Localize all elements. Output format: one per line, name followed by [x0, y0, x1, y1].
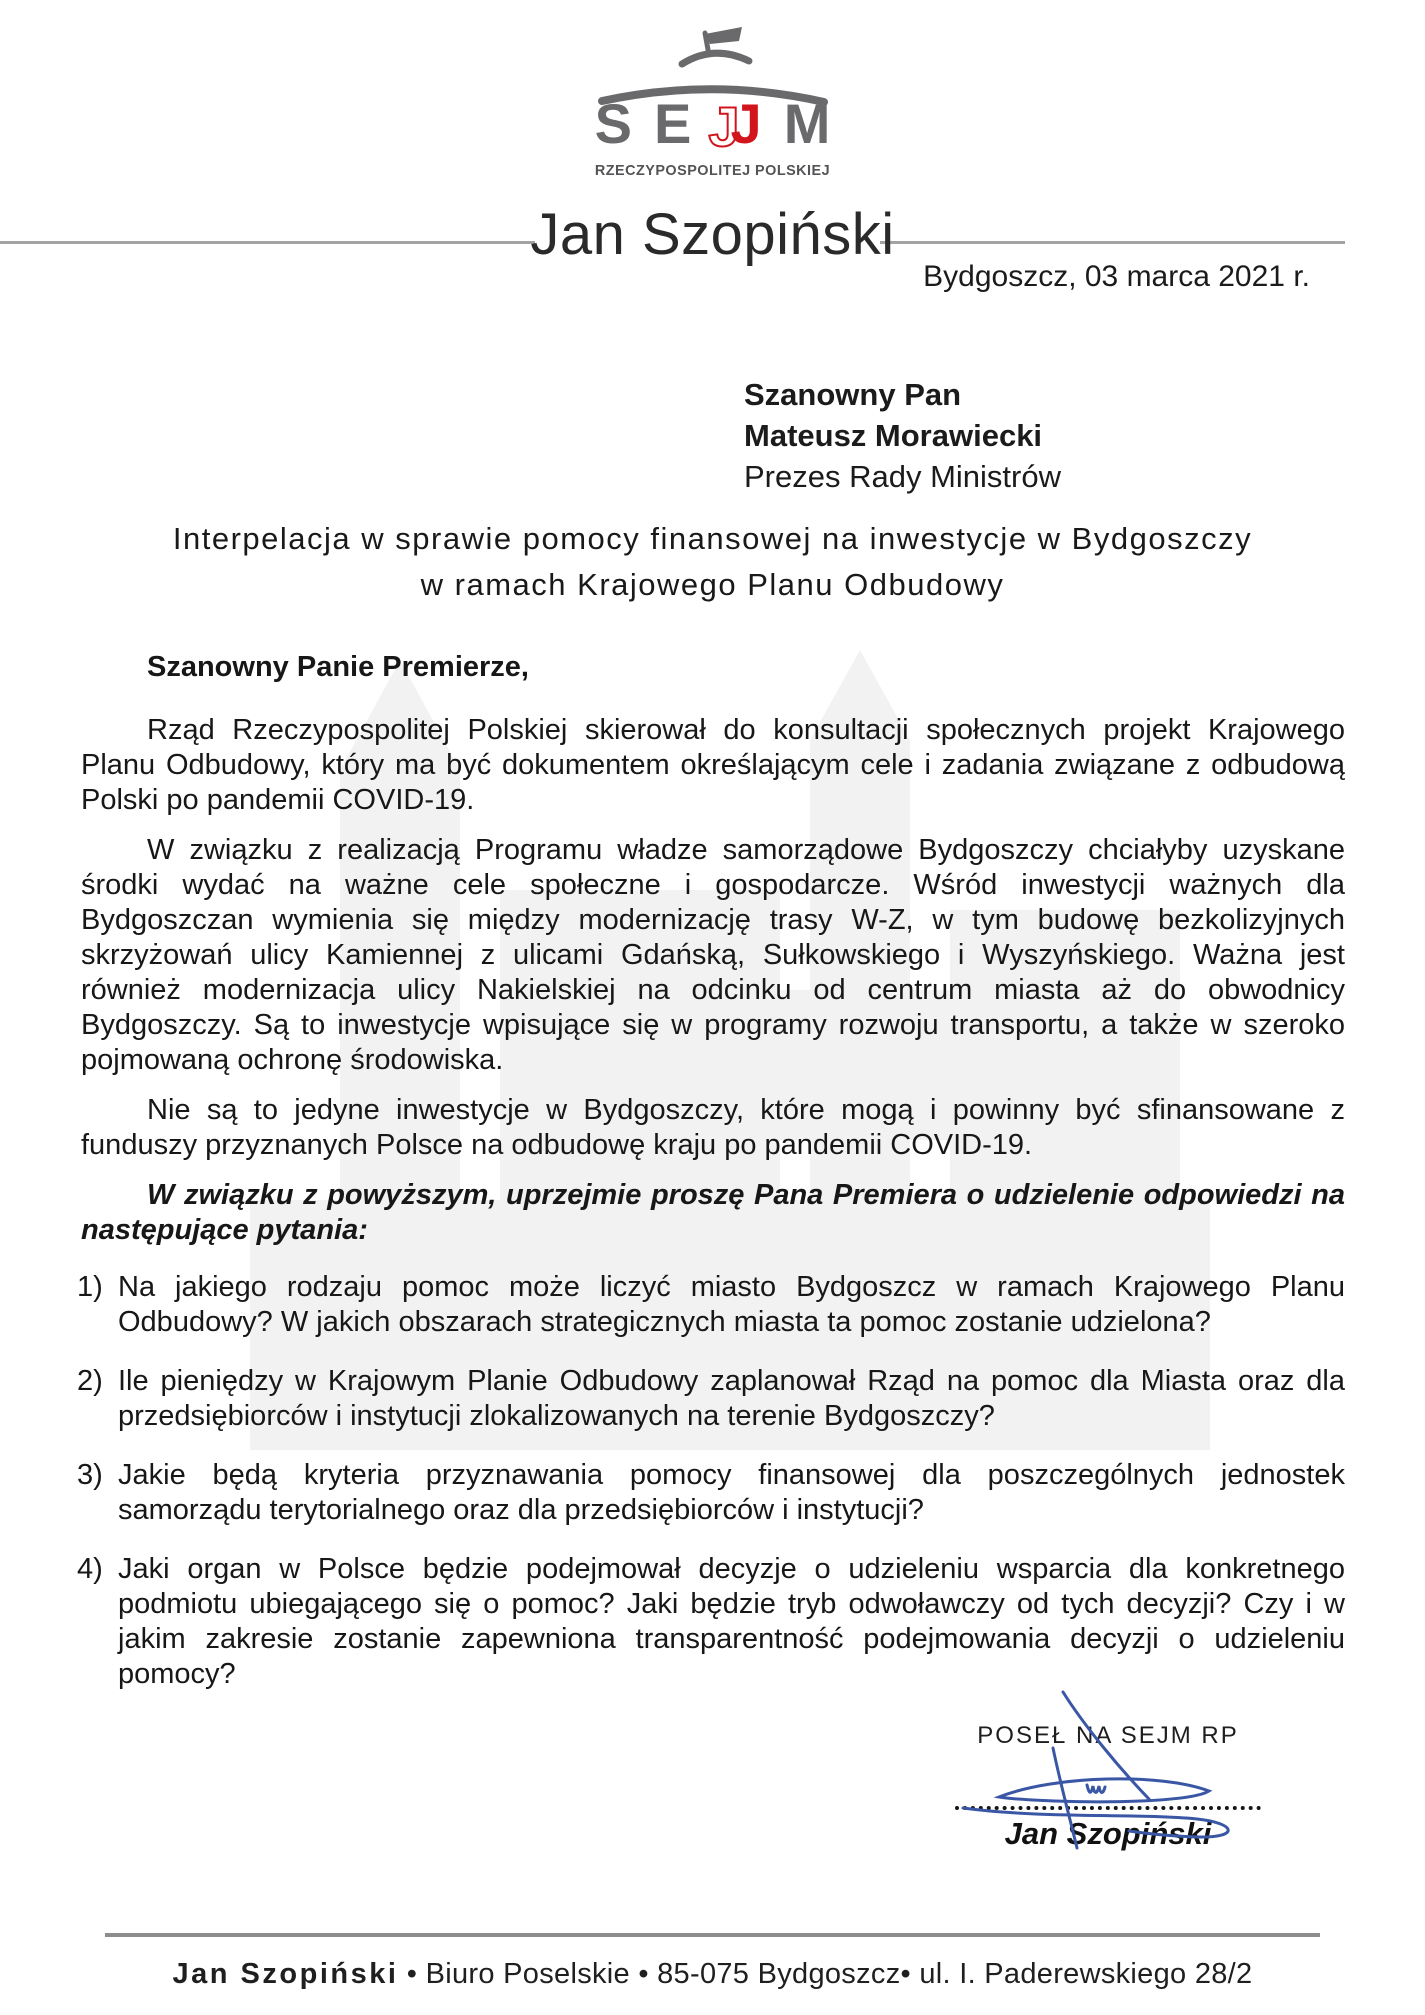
question-number: 1) [77, 1271, 103, 1303]
question-number: 2) [77, 1365, 103, 1397]
signature-dotted-line [955, 1806, 1261, 1810]
question-item-3 [77, 1458, 1345, 1528]
question-number: 3) [77, 1459, 103, 1491]
sejm-logo [0, 22, 1425, 179]
footer-rule [105, 1933, 1320, 1937]
question-item-4 [77, 1552, 1345, 1692]
signature-block [943, 1722, 1273, 1852]
paragraph-3: Nie są to jedyne inwestycje w Bydgoszczy, które mogą i powinny być sfinansowane z funduszy przyznanych Polsce na odbudowę kraju po pandemii COVID-19. [81, 1094, 1345, 1161]
question-text: Ile pieniędzy w Krajowym Planie Odbudowy zaplanował Rząd na pomoc dla Miasta oraz dla przedsiębiorców i instytucji zlokalizowanych na terenie Bydgoszczy? [118, 1365, 1345, 1432]
paragraph-2: W związku z realizacją Programu władze samorządowe Bydgoszczy chciałyby uzyskane środki wydać na ważne cele społeczne i gospodarcze. Wśród inwestycji ważnych dla Bydgoszczan wymienia się między modernizację trasy W-Z, w tym budowę bezkolizyjnych skrzyżowań ulicy Kamiennej z ulicami Gdańską, Sułkowskiego i Wyszyńskiego. Ważna jest również modernizacja ulicy Nakielskiej na odcinku od centrum miasta aż do obwodnicy Bydgoszczy. Są to inwestycje wpisujące się w programy rozwoju transportu, a także w szeroko pojmowaną ochronę środowiska. [81, 834, 1345, 1076]
signature-role: POSEŁ NA SEJM RP [977, 1722, 1239, 1749]
question-number: 4) [77, 1553, 103, 1585]
letter-e: E [654, 92, 692, 155]
footer-deputy-name: Jan Szopiński [172, 1958, 399, 1990]
sejm-wordmark [0, 91, 1425, 156]
letter-m: M [783, 92, 831, 155]
title-line-1: Interpelacja w sprawie pomocy finansowej na inwestycje w Bydgoszczy [172, 521, 1253, 556]
letter-j-solid: J [730, 92, 762, 155]
flag-icon [705, 27, 742, 44]
place-date-line: Bydgoszcz, 03 marca 2021 r. [923, 260, 1310, 293]
questions-list [77, 1270, 1345, 1692]
question-item-2 [77, 1364, 1345, 1434]
salutation: Szanowny Panie Premierze, [147, 651, 529, 683]
addressee-role: Prezes Rady Ministrów [744, 459, 1061, 494]
footer-contact-line [0, 1958, 1425, 1991]
title-line-2: w ramach Krajowego Planu Odbudowy [420, 567, 1005, 602]
question-item-1 [77, 1270, 1345, 1340]
letter-j-double [708, 91, 762, 158]
addressee-salutation: Szanowny Pan [744, 377, 962, 412]
document-title [0, 516, 1425, 608]
footer-office-address: • Biuro Poselskie • 85-075 Bydgoszcz• ul. I. Paderewskiego 28/2 [398, 1958, 1253, 1990]
addressee-name: Mateusz Morawiecki [744, 418, 1043, 453]
paragraph-1: Rząd Rzeczypospolitej Polskiej skierował do konsultacji społecznych projekt Krajowego Planu Odbudowy, który ma być dokumentem określającym cele i zadania związane z odbudową Polski po pandemii COVID-19. [81, 714, 1345, 816]
letter-j-outline: J [708, 95, 740, 158]
letter-body [77, 650, 1345, 1716]
request-paragraph: W związku z powyższym, uprzejmie proszę Pana Premiera o udzielenie odpowiedzi na następujące pytania: [81, 1179, 1345, 1246]
logo-subtitle: RZECZYPOSPOLITEJ POLSKIEJ [594, 162, 831, 179]
addressee-block [744, 374, 1061, 497]
question-text: Jaki organ w Polsce będzie podejmował decyzje o udzieleniu wsparcia dla konkretnego podmiotu ubiegającego się o pomoc? Jaki będzie tryb odwoławczy od tych decyzji? Czy i w jakim zakresie zostanie zapewniona transparentność podejmowania decyzji o udzieleniu pomocy? [118, 1553, 1345, 1690]
signature-printed-name: Jan Szopiński [1004, 1816, 1212, 1851]
letter-s: S [594, 92, 633, 155]
question-text: Na jakiego rodzaju pomoc może liczyć miasto Bydgoszcz w ramach Krajowego Planu Odbudowy? W jakich obszarach strategicznych miasta ta pomoc zostanie udzielona? [118, 1271, 1345, 1338]
question-text: Jakie będą kryteria przyznawania pomocy finansowej dla poszczególnych jednostek samorządu terytorialnego oraz dla przedsiębiorców i instytucji? [118, 1459, 1345, 1526]
deputy-name-heading: Jan Szopiński [530, 202, 895, 267]
